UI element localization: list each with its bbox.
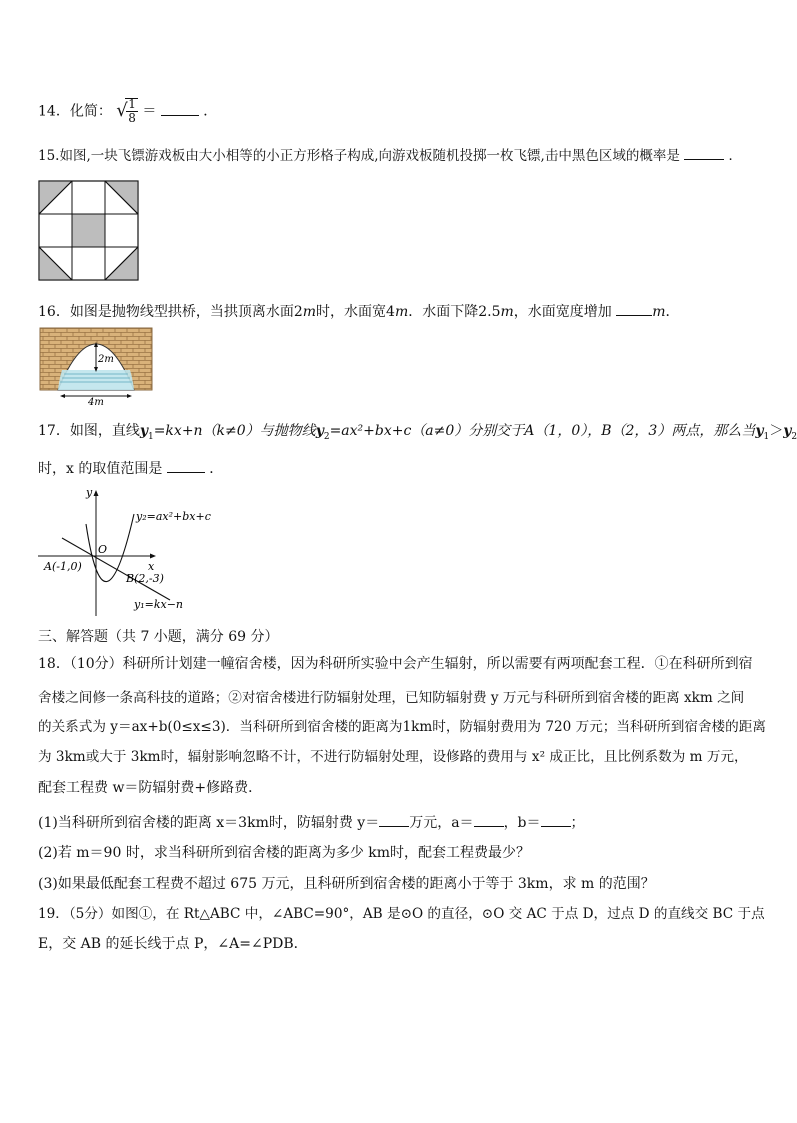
q18-part2: (2)若 m＝90 时，求当科研所到宿舍楼的距离为多少 km时，配套工程费最少？ [38, 845, 531, 861]
answer-blank[interactable] [474, 812, 504, 827]
answer-blank[interactable] [541, 812, 571, 827]
radical-sign: √ [116, 100, 128, 121]
answer-blank[interactable] [684, 145, 724, 160]
q18-line2: 舍楼之间修一条高科技的道路；②对宿舍楼进行防辐射处理，已知防辐射费 y 万元与科研所到宿舍楼的距离 xkm 之间 [38, 690, 745, 706]
q18-part3: (3)如果最低配套工程费不超过 675 万元，且科研所到宿舍楼的距离小于等于 3km，求 m 的范围？ [38, 876, 655, 892]
x-axis-label: x [148, 560, 155, 573]
section-3-heading: 三、解答题（共 7 小题，满分 69 分） [38, 629, 279, 645]
height-label: 2m [98, 354, 114, 365]
point-a-label: A(-1,0) [44, 560, 82, 573]
q18-part1: (1)当科研所到宿舍楼的距离 x＝3km时，防辐射费 y＝ 万元，a＝ ，b＝ ； [38, 812, 585, 833]
dartboard-figure [38, 180, 140, 282]
function-graph-figure [38, 484, 228, 619]
q19-line1: 19．（5分）如图①，在 Rt△ABC 中，∠ABC=90°，AB 是⊙O 的直径，⊙O 交 AC 于点 D，过点 D 的直线交 BC 于点 [38, 906, 765, 922]
question-17-line2: 时，x 的取值范围是 ． [38, 458, 223, 479]
fraction: $\frac{1}{8}$ [128, 97, 136, 125]
line-label: y₁=kx−n [134, 598, 184, 611]
shaded-square [72, 214, 105, 247]
width-label: 4m [88, 397, 104, 408]
question-14: 14．化简： √ $\frac{1}{8}$ ＝ ． [38, 97, 218, 125]
q14-number: 14．化简： [38, 103, 112, 120]
point-b-label: B(2,-3) [126, 572, 164, 585]
q19-line2: E，交 AB 的延长线于点 P，∠A=∠PDB． [38, 936, 308, 952]
answer-blank[interactable] [379, 812, 409, 827]
q18-line5: 配套工程费 w＝防辐射费+修路费． [38, 780, 263, 796]
question-16: 16．如图是抛物线型拱桥，当拱顶离水面2m时，水面宽4m．水面下降2.5m，水面宽度增加 m． [38, 301, 680, 322]
answer-blank[interactable] [167, 458, 205, 473]
answer-blank[interactable] [161, 101, 199, 116]
question-17-line1: 17．如图，直线$y_1=kx+n(k\ne 0)$与抛物线$y_2=ax^2+bx+c(a\ne 0)$分别交于A（1，0），B（2，3）两点，那么当$y_1>y_2$ [38, 423, 797, 442]
curve-label: y₂=ax²+bx+c [136, 510, 211, 523]
arch-bridge-figure [40, 328, 152, 406]
q18-line4: 为 3km或大于 3km时，辐射影响忽略不计，不进行防辐射处理，设修路的费用与 x² 成正比，且比例系数为 m 万元， [38, 749, 748, 765]
answer-blank[interactable] [616, 301, 652, 316]
origin-label: O [98, 543, 108, 556]
q18-line1: 18．（10分）科研所计划建一幢宿舍楼，因为科研所实验中会产生辐射，所以需要有两项配套工程．①在科研所到宿 [38, 656, 753, 672]
water [58, 370, 134, 390]
y-axis-label: y [86, 486, 93, 499]
q18-line3: 的关系式为 y＝ax+b(0≤x≤3)．当科研所到宿舍楼的距离为1km时，防辐射费用为 720 万元；当科研所到宿舍楼的距离 [38, 719, 766, 735]
sqrt-expression [116, 98, 138, 125]
question-15: 15.如图,一块飞镖游戏板由大小相等的小正方形格子构成,向游戏板随机投掷一枚飞镖,击中黑色区域的概率是 ． [38, 145, 742, 166]
